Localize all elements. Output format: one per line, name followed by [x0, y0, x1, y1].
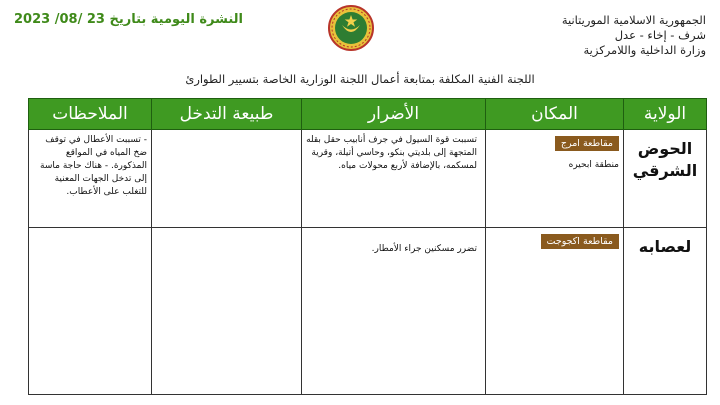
letterhead — [562, 13, 706, 58]
ministry-name: وزارة الداخلية واللامركزية — [583, 43, 706, 57]
moughataa-badge: مقاطعة امرج — [555, 136, 619, 151]
notes-cell — [29, 228, 152, 395]
intervention-cell — [152, 130, 302, 228]
wilaya-cell: الحوض الشرقي — [624, 130, 707, 228]
wilaya-cell: لعصابه — [624, 228, 707, 395]
national-motto: شرف - إخاء - عدل — [614, 28, 706, 42]
table-row — [29, 228, 707, 395]
report-table — [28, 98, 707, 395]
place-cell — [486, 130, 624, 228]
moughataa-badge: مقاطعة اكجوجت — [541, 234, 619, 249]
committee-title: اللجنة الفنية المكلفة بمتابعة أعمال اللجنة الوزارية الخاصة بتسيير الطوارئ — [185, 72, 535, 86]
damage-cell: تضرر مسكنين جراء الأمطار. — [302, 228, 486, 395]
place-name: منطقة ابحيره — [568, 160, 619, 170]
header-notes: الملاحظات — [29, 99, 152, 130]
table-row — [29, 130, 707, 228]
place-cell — [486, 228, 624, 395]
notes-cell: - تسببت الأعطال في توقف ضخ المياه في المواقع المذكورة. - هناك حاجة ماسة إلى تدخل الجهات المعنية للتغلب على الأعطاب. — [29, 130, 152, 228]
header-intervention: طبيعة التدخل — [152, 99, 302, 130]
header-place: المكان — [486, 99, 624, 130]
mauritania-seal-icon — [328, 5, 374, 51]
bulletin-date: النشرة اليومية بتاريخ 23 /08/ 2023 — [14, 12, 243, 27]
header-damage: الأضرار — [302, 99, 486, 130]
intervention-cell — [152, 228, 302, 395]
damage-cell: تسببت قوة السيول في جرف أنابيب حقل بقله المتجهة إلى بلديتي بنكو، وحاسي أتيلة، وقرية لمسكمه، بالإضافة لأربع محولات مياه. — [302, 130, 486, 228]
header-wilaya: الولاية — [624, 99, 707, 130]
table-header-row — [29, 99, 707, 130]
country-name: الجمهورية الاسلامية الموريتانية — [561, 13, 706, 27]
